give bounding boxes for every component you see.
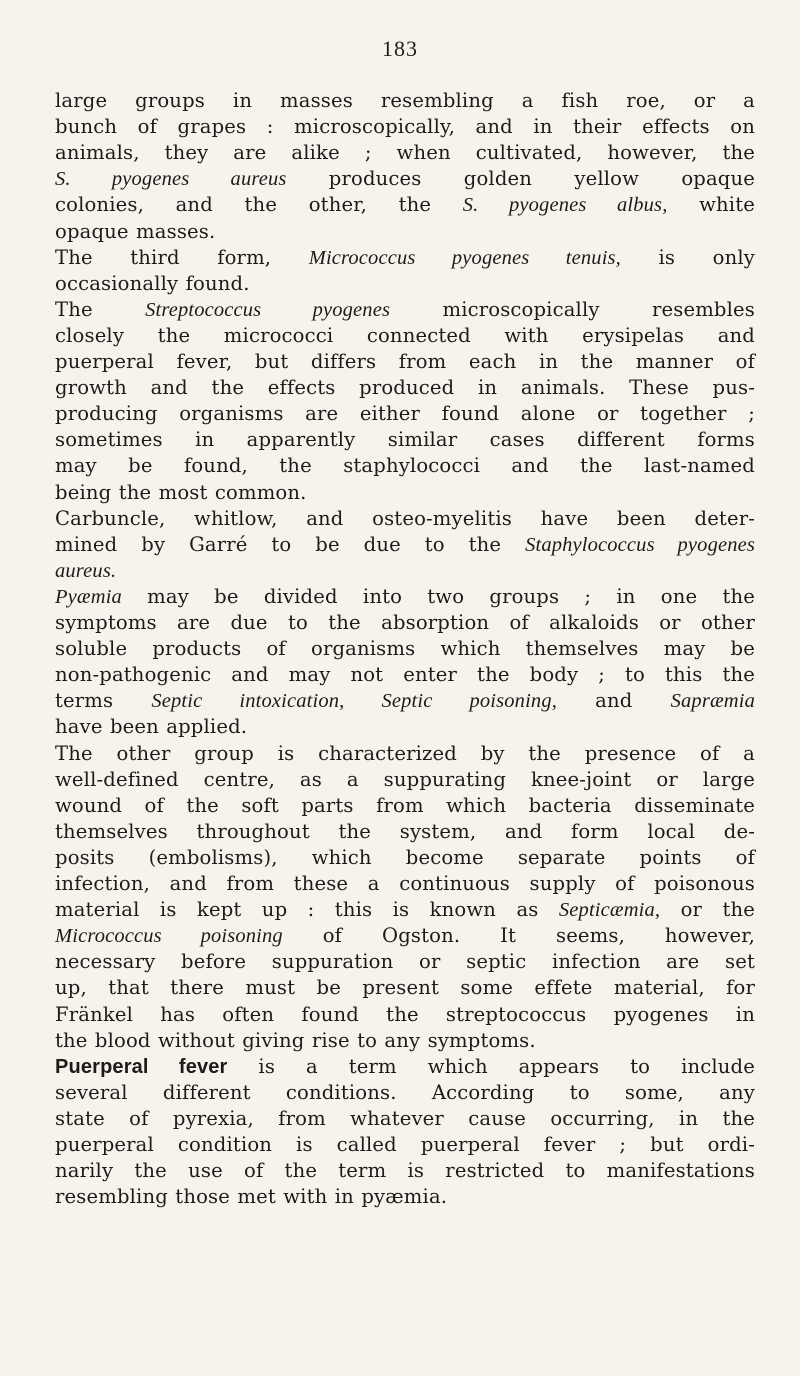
text-span: bunch of grapes : microscopically, and in their effects on [55, 115, 755, 139]
italic-term: Sapræmia [670, 690, 755, 713]
text-line [55, 793, 755, 819]
text-line [55, 271, 755, 297]
text-span: material is kept up : this is known as [55, 898, 559, 922]
text-line [55, 375, 755, 401]
text-span: posits (embolisms), which become separate points of [55, 845, 755, 869]
text-line [55, 975, 755, 1001]
text-line [55, 480, 755, 506]
text-span: puerperal condition is called puerperal fever ; but ordi- [55, 1133, 755, 1156]
text-line [55, 1080, 755, 1106]
text-span: animals, they are alike ; when cultivated, however, the [55, 141, 755, 165]
text-span: being the most common. [55, 480, 307, 504]
text-line [55, 166, 755, 192]
text-span: state of pyrexia, from whatever cause occurring, in the [55, 1106, 755, 1130]
text-line [55, 1184, 755, 1210]
text-line [55, 323, 755, 349]
text-span: several different conditions. According to some, any [55, 1080, 755, 1104]
text-line [55, 819, 755, 845]
text-span: The [55, 297, 146, 321]
text-span: narily the use of the term is restricted to manifestations [55, 1159, 755, 1183]
text-span: is only [620, 245, 755, 269]
text-span: may be divided into two groups ; in one the [121, 584, 755, 608]
text-span: colonies, and the other, the [55, 193, 463, 217]
text-span: is a term which appears to include [227, 1054, 755, 1078]
text-span: closely the micrococci connected with erysipelas and [55, 323, 755, 347]
text-span: opaque masses. [55, 219, 216, 243]
text-line [55, 401, 755, 427]
text-span: may be found, the staphylococci and the last-named [55, 454, 755, 478]
text-line [55, 610, 755, 636]
text-span: wound of the soft parts from which bacteria disseminate [55, 793, 755, 817]
text-span: The other group is characterized by the presence of a [55, 741, 755, 765]
text-span: well-defined centre, as a suppurating knee-joint or large [55, 767, 755, 791]
italic-term: Septic intoxication, Septic poisoning, [151, 690, 558, 713]
text-line [55, 741, 755, 767]
text-line [55, 1158, 755, 1184]
text-line [55, 427, 755, 453]
text-span: puerperal fever, but differs from each in the manner of [55, 350, 755, 373]
text-span: sometimes in apparently similar cases different forms [55, 428, 755, 452]
text-span: of Ogston. It seems, however, [282, 924, 756, 948]
text-line [55, 1054, 755, 1080]
text-span: Fränkel has often found the streptococcus pyogenes in [55, 1002, 755, 1026]
text-line [55, 558, 755, 584]
italic-term: aureus. [55, 559, 117, 582]
text-span: terms [55, 689, 152, 713]
text-line [55, 923, 755, 949]
text-line [55, 584, 755, 610]
italic-term: Micrococcus pyogenes tenuis, [308, 246, 621, 269]
text-line [55, 1132, 755, 1158]
text-span: symptoms are due to the absorption of alkaloids or other [55, 611, 755, 634]
text-line [55, 245, 755, 271]
text-span: soluble products of organisms which themselves may be [55, 637, 755, 661]
text-span: up, that there must be present some effete material, for [55, 976, 755, 1000]
text-line [55, 767, 755, 793]
text-line [55, 1002, 755, 1028]
text-span: resembling those met with in pyæmia. [55, 1185, 448, 1209]
text-line [55, 845, 755, 871]
text-line [55, 349, 755, 375]
text-line [55, 662, 755, 688]
text-line [55, 114, 755, 140]
text-line [55, 506, 755, 532]
text-line [55, 714, 755, 740]
text-line [55, 219, 755, 245]
text-span: themselves throughout the system, and form local de- [55, 819, 755, 843]
text-line [55, 636, 755, 662]
text-span: microscopically resembles [390, 297, 755, 321]
italic-term: Septicæmia, [558, 899, 661, 922]
text-span: necessary before suppuration or septic infection are set [55, 950, 755, 974]
text-span: white [667, 193, 755, 217]
text-span: producing organisms are either found alone or together ; [55, 402, 755, 426]
text-line [55, 297, 755, 323]
text-line [55, 949, 755, 975]
italic-term: Streptococcus pyogenes [145, 298, 391, 321]
text-line [55, 140, 755, 166]
text-span: mined by Garré to be due to the [55, 532, 526, 556]
text-line [55, 1028, 755, 1054]
text-line [55, 871, 755, 897]
text-line [55, 897, 755, 923]
italic-term: Staphylococcus pyogenes [525, 533, 755, 556]
text-line [55, 453, 755, 479]
text-span: The third form, [55, 245, 309, 269]
italic-term: Micrococcus poisoning [55, 925, 283, 948]
text-span: non-pathogenic and may not enter the body ; to this the [55, 663, 755, 687]
text-span: Carbuncle, whitlow, and osteo-myelitis have been deter- [55, 506, 755, 530]
text-line [55, 88, 755, 114]
text-span: have been applied. [55, 715, 248, 739]
text-span: occasionally found. [55, 271, 250, 295]
text-line [55, 192, 755, 218]
text-span: large groups in masses resembling a fish roe, or a [55, 89, 755, 112]
page-number: 183 [382, 36, 418, 61]
italic-term: S. pyogenes aureus [55, 168, 287, 191]
text-line [55, 1106, 755, 1132]
text-span: growth and the effects produced in animals. These pus- [55, 376, 755, 400]
italic-term: Pyæmia [55, 585, 122, 608]
text-span: or the [660, 898, 755, 922]
section-heading: Puerperal fever [55, 1055, 228, 1078]
text-span: infection, and from these a continuous supply of poisonous [55, 872, 755, 895]
text-line [55, 688, 755, 714]
text-span: the blood without giving rise to any symptoms. [55, 1028, 536, 1052]
italic-term: S. pyogenes albus, [462, 194, 668, 217]
text-span: and [557, 689, 671, 713]
text-line [55, 532, 755, 558]
text-span: produces golden yellow opaque [286, 167, 755, 191]
